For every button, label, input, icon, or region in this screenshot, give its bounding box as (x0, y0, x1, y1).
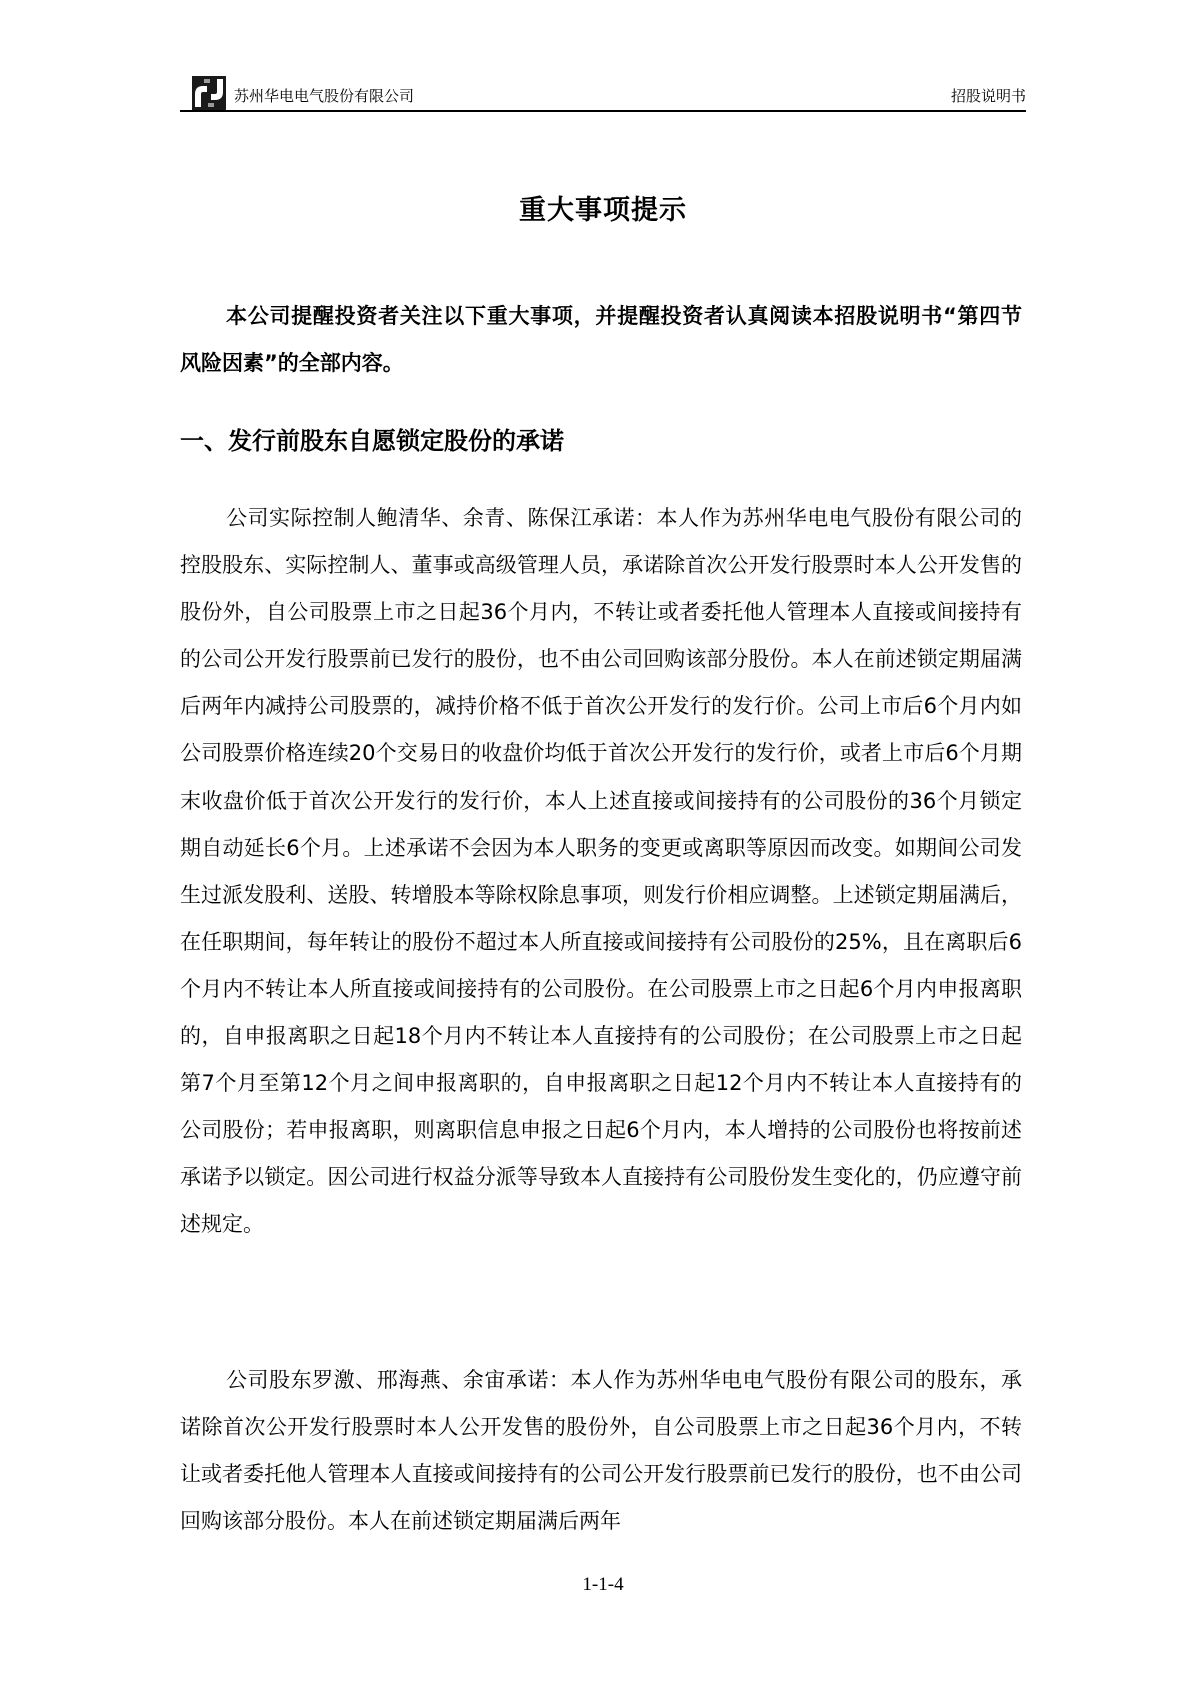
document-type: 招股说明书 (950, 87, 1026, 105)
page-number: 1-1-4 (582, 1574, 624, 1595)
section-heading: 一、发行前股东自愿锁定股份的承诺 (180, 427, 564, 455)
company-name: 苏州华电电气股份有限公司 (234, 87, 415, 105)
company-logo-icon (192, 76, 226, 110)
page-title: 重大事项提示 (519, 195, 687, 226)
paragraph-shareholders-commitment: 公司股东罗激、邢海燕、余宙承诺：本人作为苏州华电电气股份有限公司的股东，承诺除首次公开发行股票时本人公开发售的股份外，自公司股票上市之日起36个月内，不转让或者委托他人管理本人直接或间接持有的公司公开发行股票前已发行的股份，也不由公司回购该部分股份。本人在前述锁定期届满后两年 (180, 1368, 1022, 1534)
page-header (180, 74, 1026, 112)
intro-notice: 本公司提醒投资者关注以下重大事项，并提醒投资者认真阅读本招股说明书“第四节 风险因素”的全部内容。 (180, 304, 1022, 375)
paragraph-controllers-commitment: 公司实际控制人鲍清华、余青、陈保江承诺：本人作为苏州华电电气股份有限公司的控股股东、实际控制人、董事或高级管理人员，承诺除首次公开发行股票时本人公开发售的股份外，自公司股票上市之日起36个月内，不转让或者委托他人管理本人直接或间接持有的公司公开发行股票前已发行的股份，也不由公司回购该部分股份。本人在前述锁定期届满后两年内减持公司股票的，减持价格不低于首次公开发行的发行价。公司上市后6个月内如公司股票价格连续20个交易日的收盘价均低于首次公开发行的发行价，或者上市后6个月期末收盘价低于首次公开发行的发行价，本人上述直接或间接持有的公司股份的36个月锁定期自动延长6个月。上述承诺不会因为本人职务的变更或离职等原因而改变。如期间公司发生过派发股利、送股、转增股本等除权除息事项，则发行价相应调整。上述锁定期届满后，在任职期间，每年转让的股份不超过本人所直接或间接持有公司股份的25%，且在离职后6个月内不转让本人所直接或间接持有的公司股份。在公司股票上市之日起6个月内申报离职的，自申报离职之日起18个月内不转让本人直接持有的公司股份；在公司股票上市之日起第7个月至第12个月之间申报离职的，自申报离职之日起12个月内不转让本人直接持有的公司股份；若申报离职，则离职信息申报之日起6个月内，本人增持的公司股份也将按前述承诺予以锁定。因公司进行权益分派等导致本人直接持有公司股份发生变化的，仍应遵守前述规定。 (180, 506, 1022, 1237)
